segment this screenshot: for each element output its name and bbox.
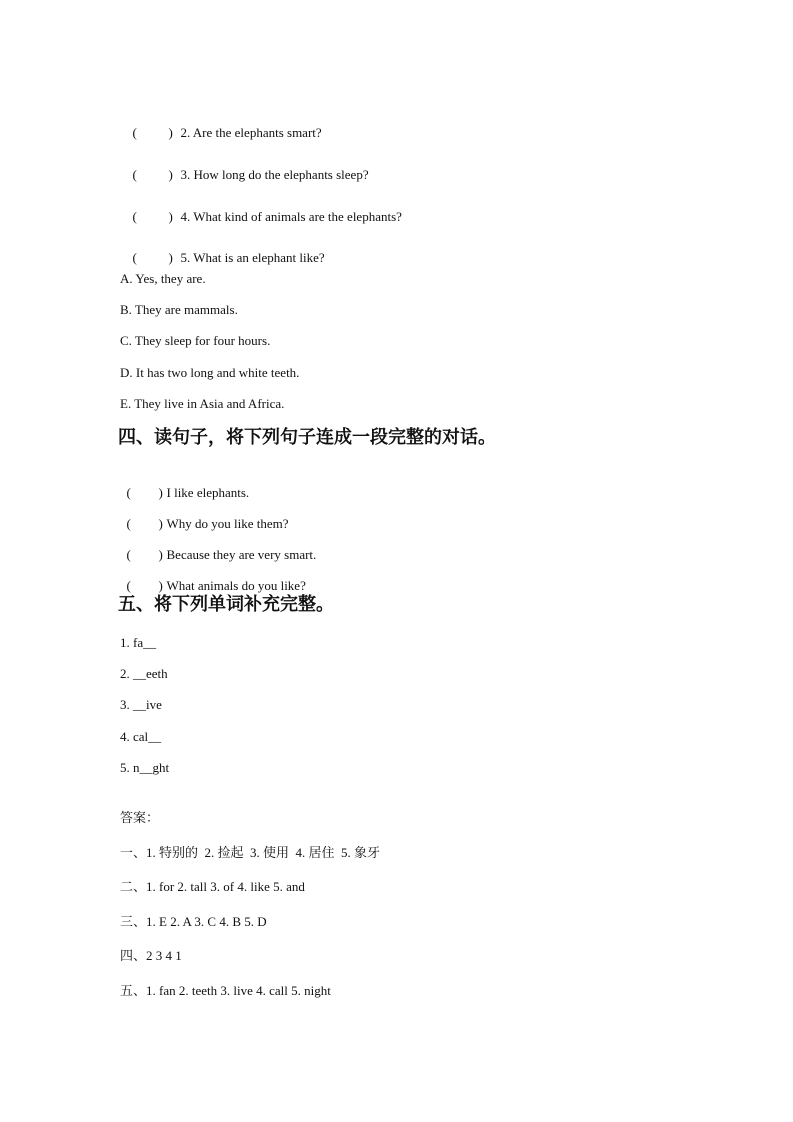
dialogue-text: Because they are very smart. xyxy=(166,547,317,562)
word-item: 2. __eeth xyxy=(120,666,168,681)
question-number: 5. xyxy=(180,250,191,265)
word-item: 5. n__ght xyxy=(120,760,170,775)
word-item: 3. __ive xyxy=(120,697,162,712)
word-item: 4. cal__ xyxy=(120,729,162,744)
answer-blank-open: ( xyxy=(132,209,137,224)
answer-blank-close: ) xyxy=(168,125,173,140)
option-e: E. They live in Asia and Africa. xyxy=(120,396,285,411)
question-row xyxy=(126,109,322,141)
answer-line-2: 二、1. for 2. tall 3. of 4. like 5. and xyxy=(120,879,305,894)
dialogue-row xyxy=(120,531,316,563)
answer-line-5: 五、1. fan 2. teeth 3. live 4. call 5. night xyxy=(120,983,331,998)
option-d: D. It has two long and white teeth. xyxy=(120,365,300,380)
question-row xyxy=(126,151,369,183)
answers-title: 答案： xyxy=(120,811,160,826)
dialogue-row xyxy=(120,562,306,594)
answer-blank-open: ( xyxy=(132,250,137,265)
question-row xyxy=(126,234,325,266)
answer-line-4: 四、2 3 4 1 xyxy=(120,948,182,963)
answer-blank-open: ( xyxy=(126,578,131,593)
option-b: B. They are mammals. xyxy=(120,302,238,317)
dialogue-text: What animals do you like? xyxy=(166,578,306,593)
dialogue-row xyxy=(120,500,289,532)
question-text: How long do the elephants sleep? xyxy=(193,167,369,182)
question-number: 4. xyxy=(180,209,191,224)
section-4-heading: 四、读句子，将下列句子连成一段完整的对话。 xyxy=(118,427,496,448)
answer-line-1: 一、1. 特别的 2. 捡起 3. 使用 4. 居住 5. 象牙 xyxy=(120,845,381,860)
section-5-heading: 五、将下列单词补充完整。 xyxy=(118,594,334,615)
answer-blank-close: ) xyxy=(168,167,173,182)
answer-line-3: 三、1. E 2. A 3. C 4. B 5. D xyxy=(120,914,267,929)
dialogue-text: I like elephants. xyxy=(166,485,250,500)
answer-blank-open: ( xyxy=(126,516,131,531)
answer-blank-close: ) xyxy=(158,516,163,531)
dialogue-text: Why do you like them? xyxy=(166,516,289,531)
question-number: 3. xyxy=(180,167,191,182)
option-c: C. They sleep for four hours. xyxy=(120,333,271,348)
answer-blank-open: ( xyxy=(126,485,131,500)
answer-blank-close: ) xyxy=(168,209,173,224)
question-text: What kind of animals are the elephants? xyxy=(193,209,402,224)
dialogue-row xyxy=(120,469,249,501)
answer-blank-open: ( xyxy=(132,167,137,182)
option-a: A. Yes, they are. xyxy=(120,271,206,286)
answer-blank-close: ) xyxy=(168,250,173,265)
answer-blank-close: ) xyxy=(158,547,163,562)
question-text: Are the elephants smart? xyxy=(192,125,322,140)
answer-blank-open: ( xyxy=(132,125,137,140)
question-text: What is an elephant like? xyxy=(193,250,325,265)
answer-blank-close: ) xyxy=(158,485,163,500)
answer-blank-open: ( xyxy=(126,547,131,562)
question-number: 2. xyxy=(180,125,191,140)
question-row xyxy=(126,193,402,225)
answer-blank-close: ) xyxy=(158,578,163,593)
word-item: 1. fa__ xyxy=(120,635,157,650)
